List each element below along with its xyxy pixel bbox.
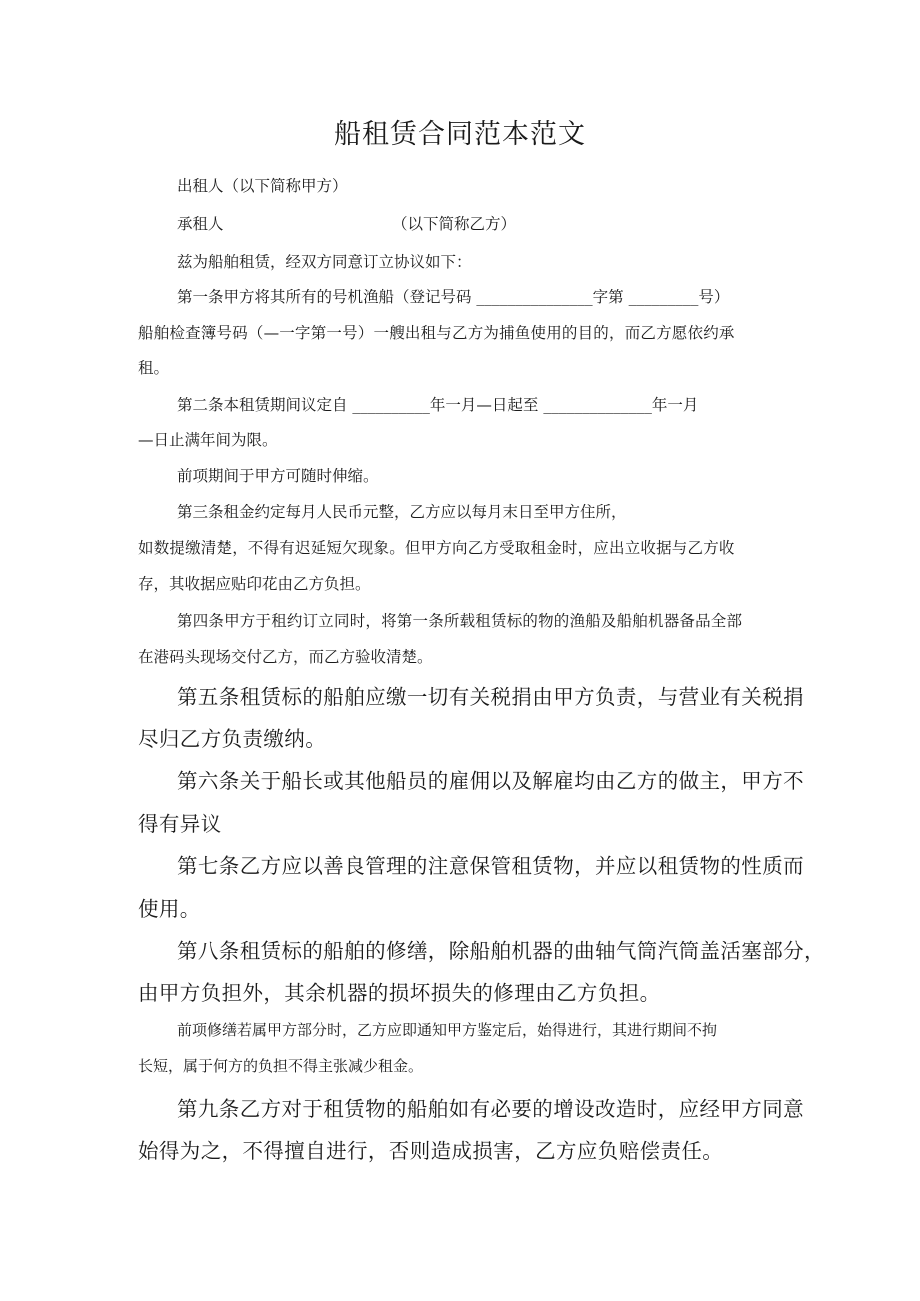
article-8-line-1: 第八条租赁标的船舶的修缮，除船舶机器的曲轴气筒汽筒盖活塞部分，	[177, 939, 825, 963]
article-1-line-2: 船舶检查簿号码（—一字第一号）一艘出租与乙方为捕鱼使用的目的，而乙方愿依约承	[138, 324, 735, 342]
preamble-line: 兹为船舶租赁，经双方同意订立协议如下：	[177, 253, 472, 271]
article-7-line-1: 第七条乙方应以善良管理的注意保管租赁物，并应以租赁物的性质而	[177, 854, 804, 878]
document-title: 船租赁合同范本范文	[334, 119, 586, 150]
article-5-line-1: 第五条租赁标的船舶应缴一切有关税捐由甲方负责，与营业有关税捐	[177, 685, 804, 709]
article-7-line-2: 使用。	[138, 897, 201, 921]
article-4-line-1: 第四条甲方于租约订立同时，将第一条所载租赁标的物的渔船及船舶机器备品全部	[177, 612, 743, 630]
article-3-line-2: 如数提缴清楚，不得有迟延短欠现象。但甲方向乙方受取租金时，应出立收据与乙方收	[138, 539, 735, 557]
lessor-line: 出租人（以下简称甲方）	[177, 177, 348, 195]
article-6-line-2: 得有异议	[138, 812, 222, 836]
article-2-line-2: —日止满年间为限。	[138, 431, 278, 449]
article-9-line-2: 始得为之，不得擅自进行，否则造成损害，乙方应负赔偿责任。	[138, 1139, 724, 1163]
article-3-line-3: 存，其收据应贴印花由乙方负担。	[138, 575, 371, 593]
article-8-line-2: 由甲方负担外，其余机器的损坏损失的修理由乙方负担。	[138, 981, 661, 1005]
article-8-note-line-1: 前项修缮若属甲方部分时，乙方应即通知甲方鉴定后，始得进行，其进行期间不拘	[177, 1021, 718, 1039]
article-4-line-2: 在港码头现场交付乙方，而乙方验收清楚。	[138, 648, 433, 666]
article-9-line-1: 第九条乙方对于租赁物的船舶如有必要的增设改造时，应经甲方同意	[177, 1097, 804, 1121]
article-1-line-3: 租。	[138, 359, 170, 377]
article-6-line-1: 第六条关于船长或其他船员的雇佣以及解雇均由乙方的做主，甲方不	[177, 769, 804, 793]
lessee-label: 承租人	[177, 215, 224, 233]
article-2-line-1: 第二条本租赁期间议定自 __________年一月—日起至 ______________年一月	[177, 396, 699, 414]
lessee-alias: （以下简称乙方）	[392, 215, 517, 233]
article-2-line-3: 前项期间于甲方可随时伸缩。	[177, 467, 379, 485]
article-8-note-line-2: 长短，属于何方的负担不得主张减少租金。	[138, 1057, 424, 1075]
article-3-line-1: 第三条租金约定每月人民币元整，乙方应以每月末日至甲方住所，	[177, 503, 627, 521]
article-1-line-1: 第一条甲方将其所有的号机渔船（登记号码 _______________字第 _________号）	[177, 288, 730, 306]
article-5-line-2: 尽归乙方负责缴纳。	[138, 727, 327, 751]
